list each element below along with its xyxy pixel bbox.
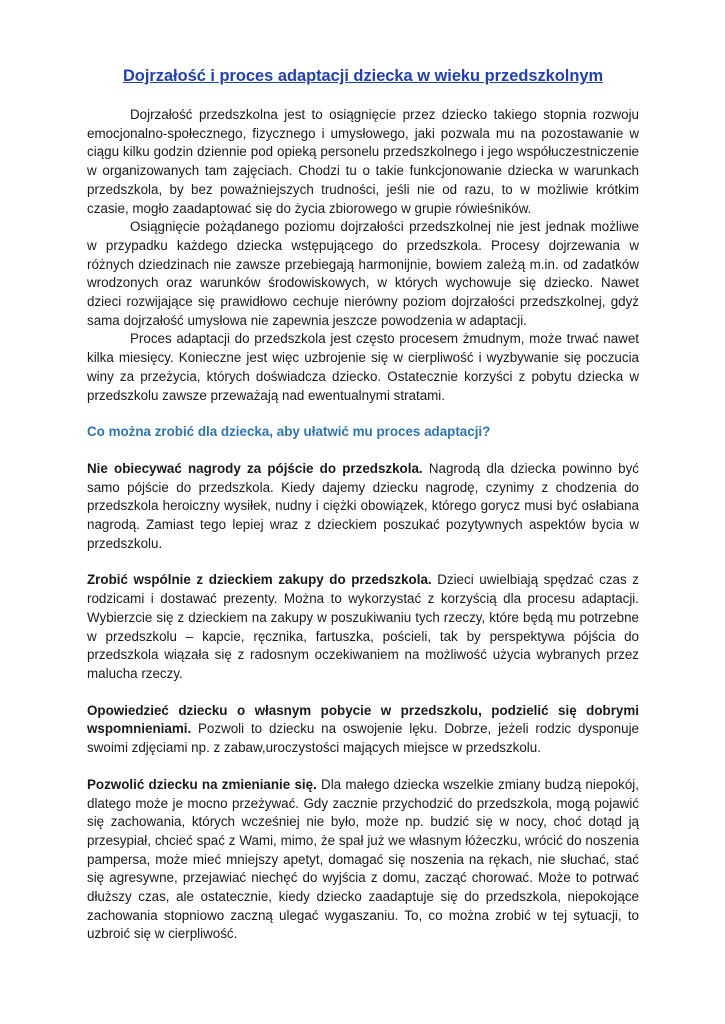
intro-paragraph-1: Dojrzałość przedszkolna jest to osiągnięcie przez dziecko takiego stopnia rozwoju emocjonalno-społecznego, fizycznego i umysłowego, jaki pozwala mu na pozostawanie w ciągu kilku godzin dziennie pod opieką personelu przedszkolnego i jego współuczestniczenie w organizowanych tam zajęciach. Chodzi tu o takie funkcjonowanie dziecka w warunkach przedszkola, by bez poważniejszych trudności, jeśli nie od razu, to w możliwie krótkim czasie, mogło zaadaptować się do życia zbiorowego w grupie rówieśników.: [87, 107, 639, 216]
tip-lead: Pozwolić dziecku na zmienianie się.: [87, 776, 317, 792]
tip-body: Dzieci uwielbiają spędzać czas z rodzicami i dostawać prezenty. Można to wykorzystać z korzyścią dla procesu adaptacji. Wybierzcie się z dzieckiem na zakupy w poszukiwaniu tych rzeczy, które będą mu potrzebne w przedszkolu – kapcie, ręcznika, fartuszka, pościeli, tak by perspektywa pójścia do przedszkola wiązała się z radosnym oczekiwaniem na możliwość użycia wybranych przez malucha rzeczy.: [87, 572, 639, 681]
tip-paragraph-4: [87, 776, 639, 944]
tip-body: Nagrodą dla dziecka powinno być samo pójście do przedszkola. Kiedy dajemy dziecku nagrodę, czynimy z chodzenia do przedszkola heroiczny wysiłek, nudny i ciężki obowiązek, którego gorycz musi być osłabiana nagrodą. Zamiast tego lepiej wraz z dzieckiem poszukać pozytywnych aspektów bycia w przedszkolu.: [87, 460, 639, 551]
tip-paragraph-3: [87, 702, 639, 758]
document-page: [87, 66, 639, 944]
tip-lead: Nie obiecywać nagrody za pójście do przedszkola.: [87, 460, 423, 476]
document-title: Dojrzałość i proces adaptacji dziecka w wieku przedszkolnym: [122, 67, 604, 85]
tip-paragraph-1: [87, 460, 639, 554]
intro-paragraph-3: Proces adaptacji do przedszkola jest często procesem żmudnym, może trwać nawet kilka miesięcy. Konieczne jest więc uzbrojenie się w cierpliwość i wyzbywanie się poczucia winy za przeżycia, których doświadcza dziecko. Ostatecznie korzyści z pobytu dziecka w przedszkolu zawsze przeważają nad ewentualnymi stratami.: [87, 331, 639, 403]
tip-body: Pozwoli to dziecku na oswojenie lęku. Dobrze, jeżeli rodzic dysponuje swoimi zdjęciami np. z zabaw,uroczystości mających miejsce w przedszkolu.: [87, 721, 639, 756]
tip-lead: Zrobić wspólnie z dzieckiem zakupy do przedszkola.: [87, 572, 432, 588]
tip-lead: Opowiedzieć dziecku o własnym pobycie w przedszkolu, podzielić się dobrymi wspomnieniami.: [87, 702, 639, 737]
tip-paragraph-2: [87, 571, 639, 683]
section-subheading: Co można zrobić dla dziecka, aby ułatwić mu proces adaptacji?: [87, 424, 491, 440]
tip-body: Dla małego dziecka wszelkie zmiany budzą niepokój, dlatego może je mocno przeżywać. Gdy zacznie przychodzić do przedszkola, mogą pojawić się zachowania, których wcześniej nie było, może np. budzić się w nocy, choć dotąd ją przesypiał, chcieć spać z Wami, mimo, że spał już we własnym łóżeczku, wrócić do noszenia pampersa, może mieć mniejszy apetyt, domagać się noszenia na rękach, nie słuchać, stać się agresywne, przejawiać niechęć do wyjścia z domu, zacząć chorować. Może to potrwać dłuższy czas, ale ostatecznie, kiedy dziecko zaadaptuje się do przedszkola, niepokojące zachowania stopniowo zaczną ulegać wygaszaniu. To, co można zrobić w tej sytuacji, to uzbroić się w cierpliwość.: [87, 776, 639, 942]
intro-paragraph-2: Osiągnięcie pożądanego poziomu dojrzałości przedszkolnej nie jest jednak możliwe w przypadku każdego dziecka wstępującego do przedszkola. Procesy dojrzewania w różnych dziedzinach nie zawsze przebiegają harmonijnie, bowiem zależą m.in. od zadatków wrodzonych oraz warunków środowiskowych, w których wychowuje się dziecko. Nawet dzieci rozwijające się prawidłowo cechuje nierówny poziom dojrzałości przedszkolnej, gdyż sama dojrzałość umysłowa nie zapewnia jeszcze powodzenia w adaptacji.: [87, 219, 639, 328]
